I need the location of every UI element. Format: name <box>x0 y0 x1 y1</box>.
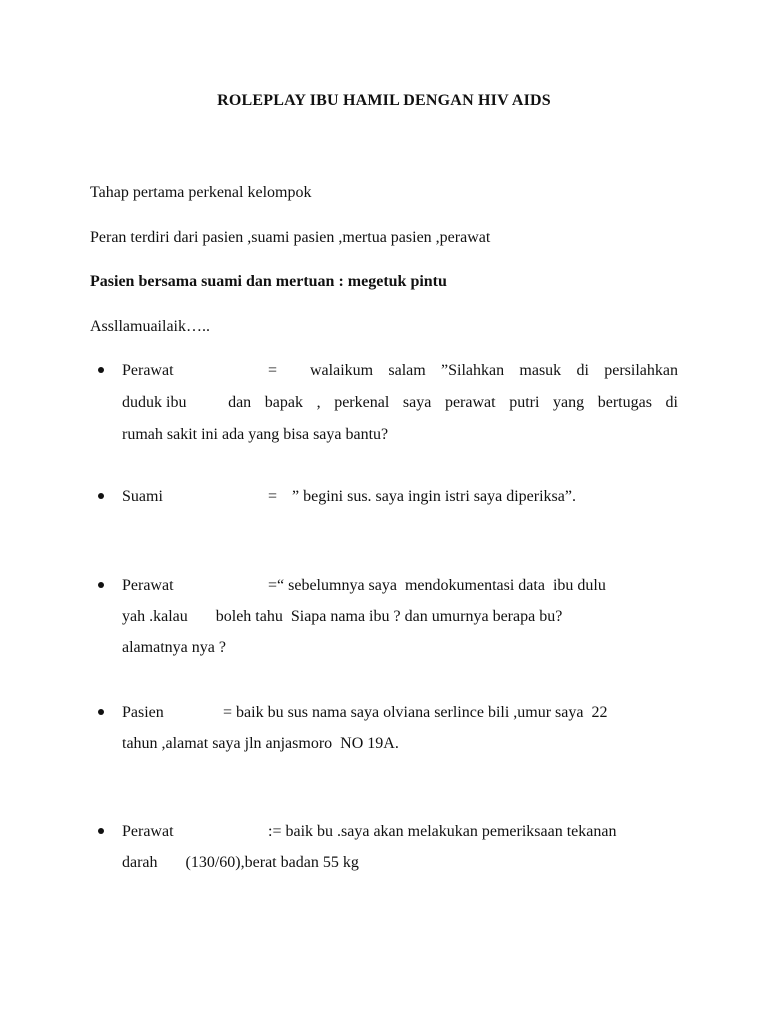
bullet-icon <box>98 582 104 588</box>
word: bapak <box>264 394 303 411</box>
intro-paragraph-2: Peran terdiri dari pasien ,suami pasien ,mertua pasien ,perawat <box>90 229 491 246</box>
bullet-icon <box>98 828 104 834</box>
dialog-text: ” begini sus. saya ingin istri saya diperiksa”. <box>292 488 576 505</box>
speaker-label: Pasien <box>122 704 164 721</box>
dialog-line <box>122 703 678 723</box>
dialog-line <box>122 822 678 842</box>
dialog-line: yah .kalau boleh tahu Siapa nama ibu ? dan umurnya berapa bu? <box>122 608 563 625</box>
bullet-icon <box>98 367 104 373</box>
word: masuk <box>519 362 562 379</box>
speaker-label: Perawat <box>122 577 174 594</box>
word: yang <box>553 394 585 411</box>
dialog-line: alamatnya nya ? <box>122 639 226 656</box>
word: putri <box>509 394 540 411</box>
word: saya <box>402 394 432 411</box>
speaker-label: Suami <box>122 488 163 505</box>
dialog-text: =“ sebelumnya saya mendokumentasi data ibu dulu <box>268 577 606 594</box>
word: di <box>576 362 589 379</box>
bullet-icon <box>98 493 104 499</box>
dialog-text <box>310 361 678 381</box>
word: perkenal <box>334 394 390 411</box>
dialog-line <box>122 361 678 381</box>
intro-paragraph-1: Tahap pertama perkenal kelompok <box>90 184 312 201</box>
bullet-icon <box>98 709 104 715</box>
speaker-label: Perawat <box>122 362 174 379</box>
dialog-text: := baik bu .saya akan melakukan pemeriksaan tekanan <box>268 823 617 840</box>
dialog-line: tahun ,alamat saya jln anjasmoro NO 19A. <box>122 735 399 752</box>
intro-paragraph-4: Assllamuailaik….. <box>90 318 210 335</box>
dialog-line: darah (130/60),berat badan 55 kg <box>122 854 359 871</box>
word: salam <box>388 362 426 379</box>
word: di <box>665 394 678 411</box>
word: ”Silahkan <box>441 362 505 379</box>
speaker-label: Perawat <box>122 823 174 840</box>
word: , <box>316 394 321 411</box>
word: duduk ibu <box>122 394 187 411</box>
word: bertugas <box>597 394 652 411</box>
word: perawat <box>444 394 496 411</box>
separator: = <box>268 362 278 379</box>
word: dan <box>228 394 252 411</box>
dialog-line <box>122 487 678 507</box>
word: persilahkan <box>604 362 678 379</box>
separator: = <box>268 488 278 505</box>
document-title: ROLEPLAY IBU HAMIL DENGAN HIV AIDS <box>217 92 551 109</box>
intro-paragraph-3: Pasien bersama suami dan mertuan : megetuk pintu <box>90 273 447 290</box>
dialog-line <box>122 393 678 413</box>
dialog-line <box>122 576 678 596</box>
dialog-line: rumah sakit ini ada yang bisa saya bantu? <box>122 426 389 443</box>
dialog-text: = baik bu sus nama saya olviana serlince bili ,umur saya 22 <box>223 704 608 721</box>
word: walaikum <box>310 362 374 379</box>
